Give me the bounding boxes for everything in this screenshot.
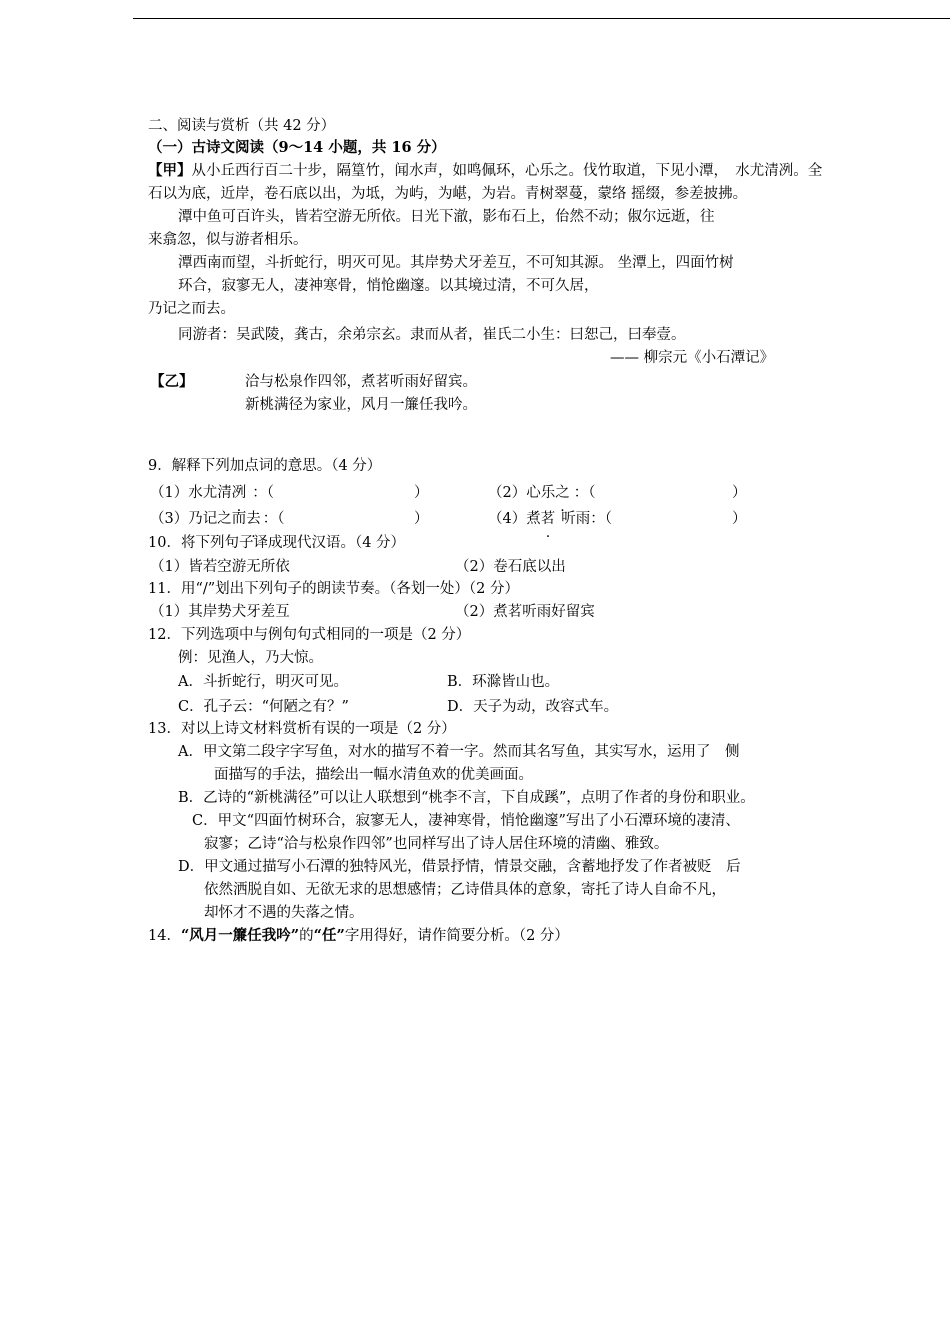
jia-paragraph-2-line-2: 来翕忽，似与游者相乐。 (148, 232, 308, 248)
jia-paragraph-1-line-2: 石以为底，近岸，卷石底以出，为坻，为屿，为嵁，为岩。青树翠蔓，蒙络 摇缀，参差披拂。 (148, 186, 748, 202)
jia-paragraph-1-line-1: 【甲】从小丘西行百二十步，隔篁竹，闻水声，如鸣佩环，心乐之。伐竹取道，下见小潭， 水尤清冽。全 (148, 162, 823, 179)
q10-item-2: （2）卷石底以出 (455, 559, 566, 575)
q13-option-a-line-2: 面描写的手法，描绘出一幅水清鱼欢的优美画面。 (214, 767, 533, 783)
jia-source: —— 柳宗元《小石潭记》 (610, 350, 775, 366)
q13-option-d-line-1[interactable]: D．甲文通过描写小石潭的独特风光，借景抒情，情景交融，含蓄地抒发了作者被贬 后 (178, 859, 741, 875)
jia-tag: 【甲】 (148, 162, 192, 179)
q9-item-1: （1）水尤清冽 ：（ (150, 485, 274, 501)
q13-option-c-line-1[interactable]: C．甲文“四面竹树环合，寂寥无人，凄神寒骨，悄怆幽邃”写出了小石潭环境的凄清、 (192, 813, 740, 829)
q11-item-1: （1）其岸势犬牙差互 (150, 604, 290, 620)
q12-option-b[interactable]: B．环滁皆山也。 (447, 674, 560, 690)
q9-item-3: （3）乃记之而去 ：（ (150, 511, 285, 527)
q10-stem: 10．将下列句子译成现代汉语。（4 分） (148, 535, 406, 551)
jia-paragraph-4: 同游者：吴武陵，龚古，余弟宗玄。隶而从者，崔氏二小生：曰恕己，曰奉壹。 (178, 327, 686, 343)
q13-option-d-line-3: 却怀才不遇的失落之情。 (204, 905, 364, 921)
q12-option-c[interactable]: C．孔子云：“何陋之有？” (178, 699, 349, 715)
jia-paragraph-3-line-3: 乃记之而去。 (148, 301, 235, 317)
q11-stem: 11．用“/”划出下列句子的朗读节奏。（各划一处）（2 分） (148, 581, 519, 597)
q12-stem: 12．下列选项中与例句句式相同的一项是（2 分） (148, 627, 471, 643)
q11-item-2: （2）煮茗听雨好留宾 (455, 604, 595, 620)
section-subtitle: （一）古诗文阅读（9～14 小题，共 16 分） (148, 139, 446, 156)
q9-item-2: （2）心乐之 ：（ (488, 485, 596, 501)
q12-option-a[interactable]: A．斗折蛇行，明灭可见。 (178, 674, 348, 690)
yi-poem-line-2: 新桃满径为家业，风月一簾任我吟。 (245, 397, 477, 413)
jia-paragraph-3-line-2: 环合，寂寥无人，凄神寒骨，悄怆幽邃。以其境过清，不可久居， (178, 278, 599, 294)
top-rule (133, 18, 950, 19)
q12-example: 例：见渔人，乃大惊。 (178, 650, 323, 666)
q12-option-d[interactable]: D．天子为动，改容式车。 (447, 699, 619, 715)
q9-item-4-blank-close[interactable]: ） (732, 511, 747, 527)
q10-item-1: （1）皆若空游无所依 (150, 559, 290, 575)
section-title: 二、阅读与赏析（共 42 分） (148, 118, 336, 134)
q14-stem: 14．“风月一簾任我吟”的“任”字用得好，请作简要分析。（2 分） (148, 927, 569, 944)
q9-stem: 9．解释下列加点词的意思。（4 分） (148, 458, 382, 474)
yi-tag: 【乙】 (150, 373, 194, 390)
yi-poem-line-1: 洽与松泉作四邻，煮茗听雨好留宾。 (245, 374, 477, 390)
q9-item-3-blank-close[interactable]: ） (414, 511, 429, 527)
q9-item-4: （4）煮茗 听雨：（ (488, 511, 612, 527)
q13-option-d-line-2: 依然洒脱自如、无欲无求的思想感情；乙诗借具体的意象，寄托了诗人自命不凡， (204, 882, 726, 898)
jia-paragraph-2-line-1: 潭中鱼可百许头，皆若空游无所依。日光下澈，影布石上，佁然不动；俶尔远逝，往 (178, 209, 715, 225)
q9-item-2-blank-close[interactable]: ） (732, 485, 747, 501)
jia-paragraph-3-line-1: 潭西南而望，斗折蛇行，明灭可见。其岸势犬牙差互，不可知其源。 坐潭上，四面竹树 (178, 255, 734, 271)
q9-item-1-blank-close[interactable]: ） (414, 485, 429, 501)
q13-option-b-line-1[interactable]: B．乙诗的“新桃满径”可以让人联想到“桃李不言，下自成蹊”，点明了作者的身份和职业。 (178, 790, 755, 806)
q13-option-a-line-1[interactable]: A．甲文第二段字字写鱼，对水的描写不着一字。然而其名写鱼，其实写水，运用了 侧 (178, 744, 740, 760)
q13-option-c-line-2: 寂寥；乙诗“洽与松泉作四邻”也同样写出了诗人居住环境的清幽、雅致。 (204, 836, 669, 852)
q13-stem: 13．对以上诗文材料赏析有误的一项是（2 分） (148, 721, 456, 737)
